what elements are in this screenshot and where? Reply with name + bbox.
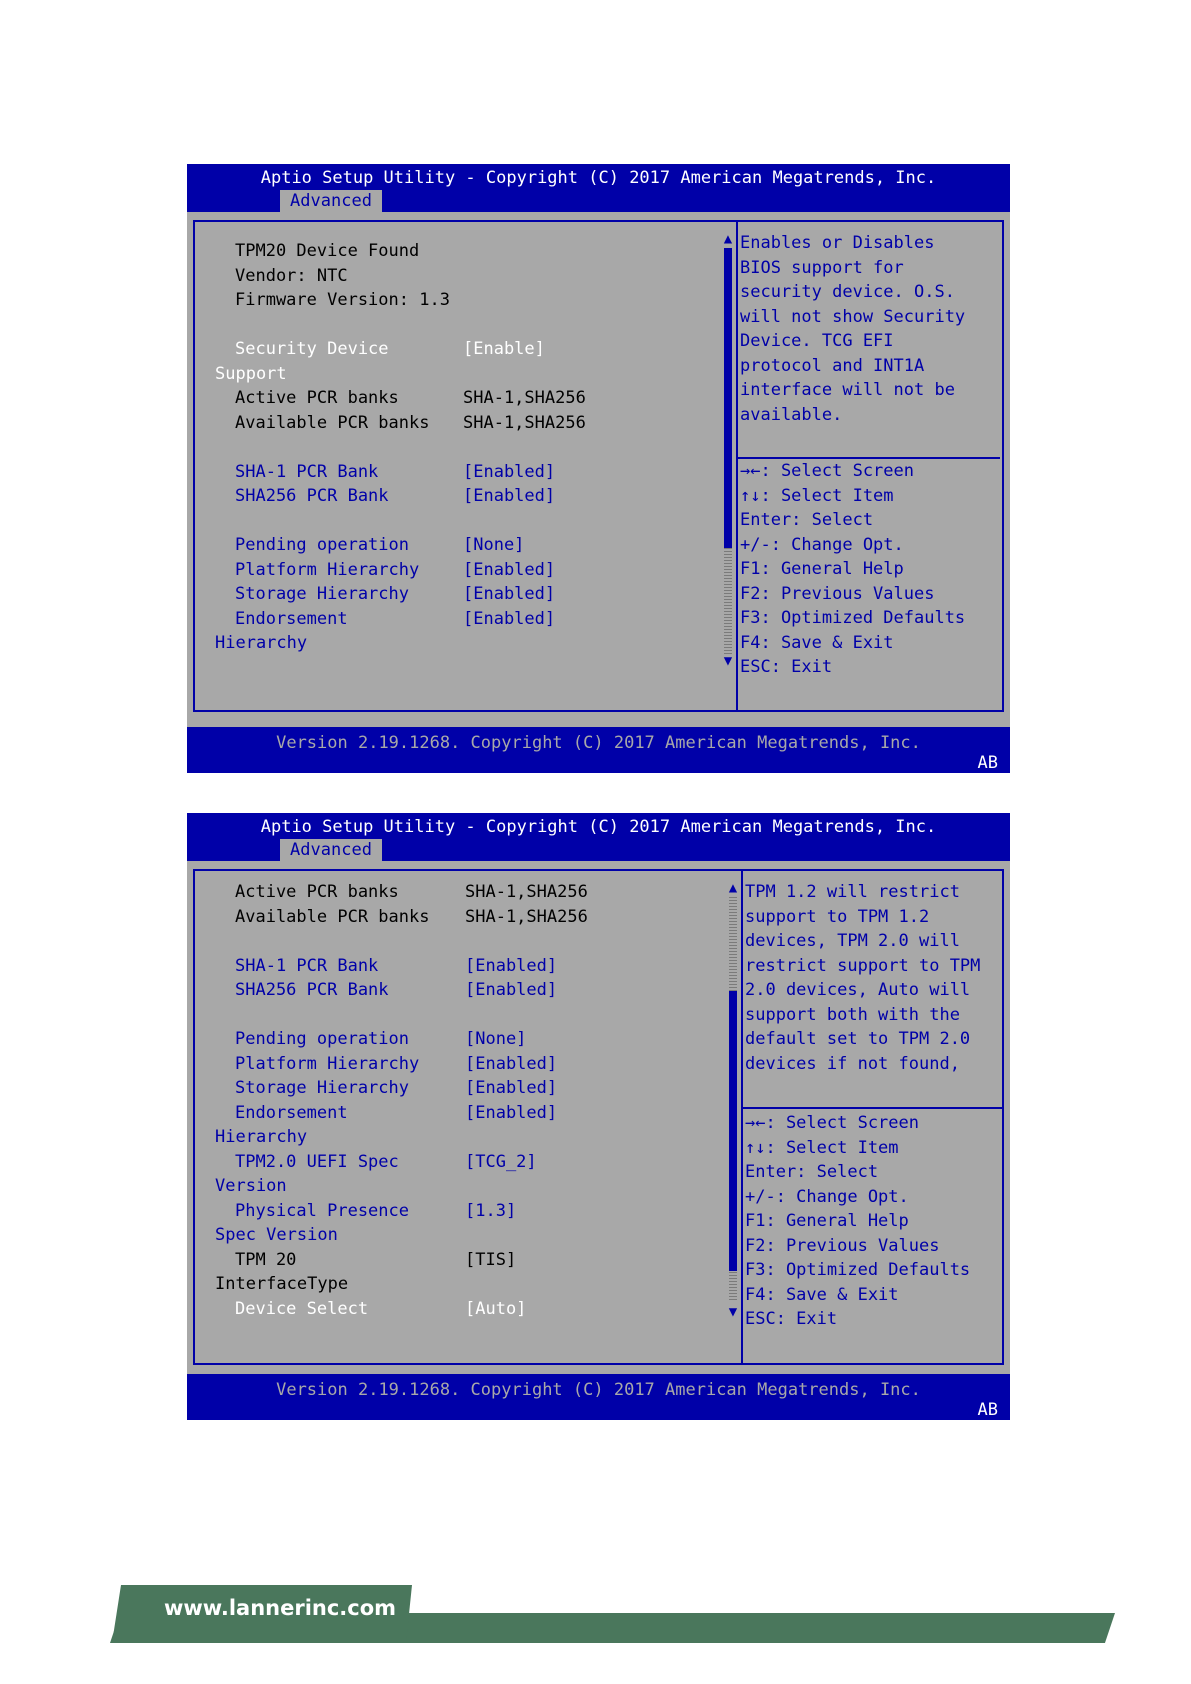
key-hint: ESC: Exit	[745, 1309, 838, 1329]
setting-label: Active PCR banks	[235, 388, 399, 408]
tab-advanced[interactable]: Advanced	[280, 190, 382, 212]
key-hint: →←: Select Screen	[740, 461, 914, 481]
setting-value[interactable]: [Enable]	[463, 339, 545, 359]
help-line: support both with the	[745, 1004, 960, 1025]
tab-advanced[interactable]: Advanced	[280, 839, 382, 861]
help-line: default set to TPM 2.0	[745, 1029, 971, 1049]
bios-title: Aptio Setup Utility - Copyright (C) 2017 American Megatrends, Inc.	[260, 168, 937, 188]
key-hint: →←: Select Screen	[745, 1113, 919, 1133]
bios-body	[187, 212, 1010, 727]
help-divider	[743, 1107, 1002, 1109]
key-hint: ESC: Exit	[740, 657, 833, 677]
help-line: protocol and INT1A	[740, 355, 925, 376]
setting-value[interactable]: [TIS]	[465, 1249, 517, 1270]
setting-value[interactable]: [Enabled]	[463, 584, 556, 604]
website-url: www.lannerinc.com	[164, 1596, 397, 1620]
help-line: BIOS support for	[740, 257, 904, 278]
key-hint: F2: Previous Values	[745, 1235, 940, 1256]
setting-label[interactable]: SHA-1 PCR Bank	[235, 461, 379, 482]
setting-label[interactable]: TPM2.0 UEFI Spec	[235, 1151, 399, 1172]
setting-label: Firmware Version: 1.3	[235, 290, 450, 310]
setting-label[interactable]: Platform Hierarchy	[235, 559, 420, 580]
bios-footer	[187, 727, 1010, 773]
scroll-down-arrow[interactable]: ▼	[728, 1304, 738, 1320]
key-hint: Enter: Select	[740, 510, 874, 530]
key-hint: F3: Optimized Defaults	[740, 608, 966, 628]
help-line: interface will not be	[740, 380, 955, 400]
help-line: 2.0 devices, Auto will	[745, 980, 971, 1000]
setting-value[interactable]: [None]	[465, 1029, 527, 1049]
setting-value[interactable]: [1.3]	[465, 1200, 517, 1221]
setting-label-continued: Version	[215, 1176, 287, 1196]
key-hint: F2: Previous Values	[740, 583, 935, 604]
help-line: devices if not found,	[745, 1053, 960, 1074]
bios-body	[187, 861, 1010, 1378]
key-hint: F1: General Help	[740, 559, 904, 579]
setting-value[interactable]: [Enabled]	[463, 559, 556, 580]
setting-value[interactable]: [Enabled]	[465, 955, 558, 976]
setting-label: TPM20 Device Found	[235, 241, 420, 261]
setting-label[interactable]: Storage Hierarchy	[235, 584, 409, 604]
help-line: will not show Security	[740, 306, 966, 327]
key-hint: ↑↓: Select Item	[745, 1137, 899, 1158]
help-line: security device. O.S.	[740, 282, 955, 302]
help-line: available.	[740, 404, 843, 425]
setting-value[interactable]: [Enabled]	[463, 608, 556, 629]
setting-value[interactable]: [Enabled]	[465, 1053, 558, 1074]
key-hint: F4: Save & Exit	[745, 1284, 899, 1305]
setting-label[interactable]: SHA256 PCR Bank	[235, 980, 389, 1000]
key-hint: Enter: Select	[745, 1162, 879, 1182]
setting-label[interactable]: Endorsement	[235, 1102, 348, 1123]
setting-label-continued: Support	[215, 363, 287, 384]
setting-label-continued: Hierarchy	[215, 1127, 308, 1147]
setting-value[interactable]: [Enabled]	[465, 1078, 558, 1098]
scrollbar-thumb[interactable]	[729, 991, 737, 1271]
setting-label: Active PCR banks	[235, 882, 399, 902]
scroll-up-arrow[interactable]: ▲	[728, 880, 738, 896]
help-line: devices, TPM 2.0 will	[745, 931, 960, 951]
setting-value[interactable]: [Enabled]	[463, 486, 556, 506]
help-line: support to TPM 1.2	[745, 906, 930, 927]
key-hint: +/-: Change Opt.	[740, 534, 904, 555]
setting-label[interactable]: Pending operation	[235, 1029, 409, 1049]
setting-label[interactable]: SHA-1 PCR Bank	[235, 955, 379, 976]
key-hint: ↑↓: Select Item	[740, 485, 894, 506]
setting-label: Available PCR banks	[235, 412, 430, 433]
key-hint: F1: General Help	[745, 1211, 909, 1231]
setting-label[interactable]: Pending operation	[235, 535, 409, 555]
setting-label-continued: Spec Version	[215, 1225, 338, 1245]
bios-title: Aptio Setup Utility - Copyright (C) 2017 American Megatrends, Inc.	[260, 817, 937, 837]
bios-screen-1	[187, 164, 1010, 773]
key-hint: +/-: Change Opt.	[745, 1186, 909, 1207]
scroll-down-arrow[interactable]: ▼	[723, 653, 733, 669]
setting-label: Vendor: NTC	[235, 265, 348, 286]
setting-value[interactable]: [TCG_2]	[465, 1151, 537, 1172]
setting-value[interactable]: [Enabled]	[465, 1102, 558, 1123]
setting-label-continued: InterfaceType	[215, 1274, 349, 1294]
setting-label[interactable]: Device Select	[235, 1298, 369, 1319]
help-line: Device. TCG EFI	[740, 331, 894, 351]
setting-label: Available PCR banks	[235, 906, 430, 927]
setting-value[interactable]: [Auto]	[465, 1298, 527, 1319]
setting-label[interactable]: TPM 20	[235, 1249, 297, 1270]
version-text: Version 2.19.1268. Copyright (C) 2017 American Megatrends, Inc.	[276, 1380, 921, 1400]
page-footer	[110, 1596, 1115, 1643]
bios-screen-2	[187, 813, 1010, 1420]
setting-label[interactable]: Security Device	[235, 339, 389, 359]
setting-value: SHA-1,SHA256	[465, 882, 588, 902]
corner-label: AB	[977, 1400, 998, 1420]
corner-label: AB	[977, 753, 998, 773]
setting-value[interactable]: [None]	[463, 535, 525, 555]
setting-label-continued: Hierarchy	[215, 633, 308, 653]
setting-value: SHA-1,SHA256	[465, 906, 588, 927]
scrollbar-thumb[interactable]	[724, 248, 732, 548]
scroll-up-arrow[interactable]: ▲	[723, 231, 733, 247]
pane-divider	[741, 869, 743, 1365]
setting-value[interactable]: [Enabled]	[463, 461, 556, 482]
setting-label[interactable]: Physical Presence	[235, 1200, 409, 1221]
setting-value: SHA-1,SHA256	[463, 412, 586, 433]
pane-divider	[736, 220, 738, 712]
key-hint: F4: Save & Exit	[740, 632, 894, 653]
help-line: TPM 1.2 will restrict	[745, 882, 960, 902]
setting-label[interactable]: Endorsement	[235, 608, 348, 629]
help-line: restrict support to TPM	[745, 955, 981, 976]
key-hint: F3: Optimized Defaults	[745, 1260, 971, 1280]
help-line: Enables or Disables	[740, 233, 935, 253]
setting-value: SHA-1,SHA256	[463, 388, 586, 408]
setting-value[interactable]: [Enabled]	[465, 980, 558, 1000]
bios-footer	[187, 1374, 1010, 1420]
version-text: Version 2.19.1268. Copyright (C) 2017 American Megatrends, Inc.	[276, 733, 921, 753]
setting-label[interactable]: Storage Hierarchy	[235, 1078, 409, 1098]
setting-label[interactable]: SHA256 PCR Bank	[235, 486, 389, 506]
setting-label[interactable]: Platform Hierarchy	[235, 1053, 420, 1074]
